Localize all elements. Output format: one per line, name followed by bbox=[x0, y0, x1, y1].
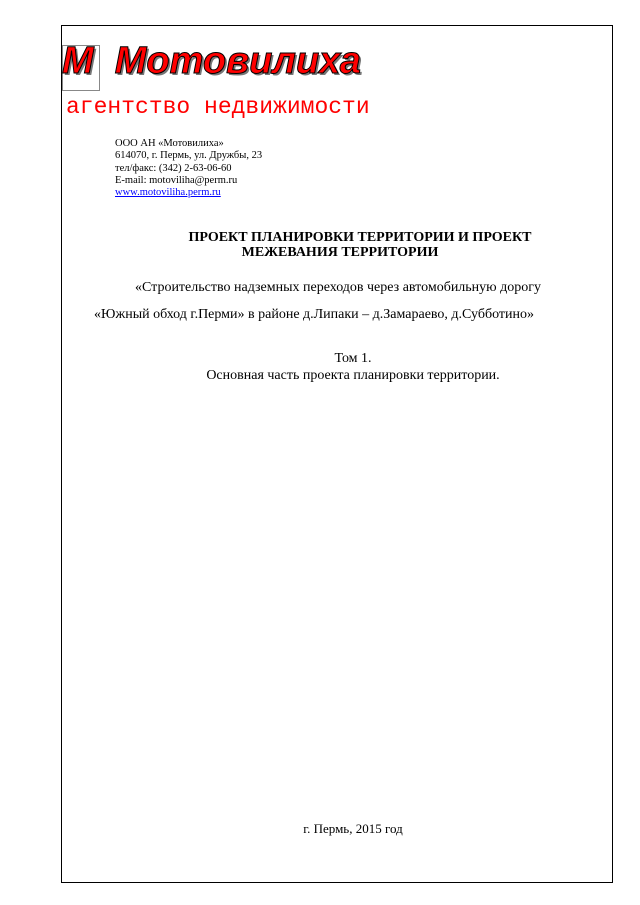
phone: тел/факс: (342) 2-63-06-60 bbox=[115, 162, 232, 174]
document-title-line2: МЕЖЕВАНИЯ ТЕРРИТОРИИ bbox=[241, 245, 439, 260]
document-title-line1: ПРОЕКТ ПЛАНИРОВКИ ТЕРРИТОРИИ И ПРОЕКТ bbox=[188, 230, 532, 245]
website-link[interactable]: www.motoviliha.perm.ru bbox=[115, 187, 221, 199]
company-name: ООО АН «Мотовилиха» bbox=[115, 138, 224, 149]
company-logo: М Мотовилиха bbox=[62, 40, 361, 82]
project-name-line1: «Строительство надземных переходов через автомобильную дорогу bbox=[135, 280, 541, 295]
project-name-line2: «Южный обход г.Перми» в районе д.Липаки – д.Замараево, д.Субботино» bbox=[94, 307, 535, 322]
volume-name: Основная часть проекта планировки территории. bbox=[206, 368, 500, 383]
volume-number: Том 1. bbox=[334, 351, 372, 366]
footer-city-year: г. Пермь, 2015 год bbox=[303, 821, 403, 836]
email: E-mail: motoviliha@perm.ru bbox=[115, 174, 238, 186]
contact-block bbox=[115, 138, 262, 199]
address: 614070, г. Пермь, ул. Дружбы, 23 bbox=[115, 150, 263, 162]
logo-subtitle: агентство недвижимости bbox=[66, 94, 370, 120]
